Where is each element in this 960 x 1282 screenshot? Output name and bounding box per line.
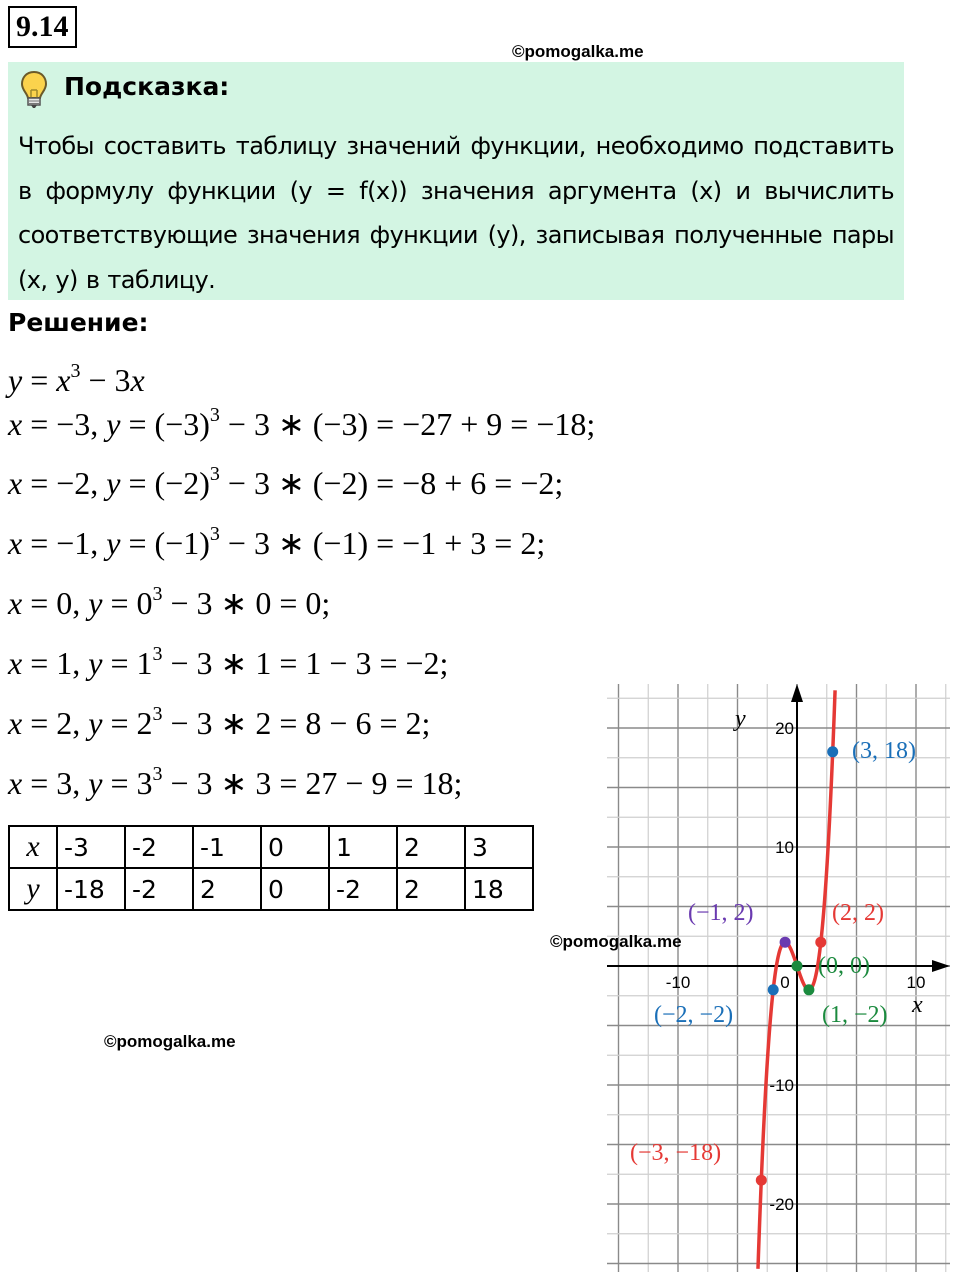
watermark-bottom: ©pomogalka.me	[104, 1032, 236, 1051]
grid	[607, 684, 950, 1272]
data-point	[792, 961, 803, 972]
table-cell: -2	[329, 868, 397, 910]
data-point	[756, 1175, 767, 1186]
step-x-minus-3: x = −3, $y = (-3)^3 - 3$ ∗ (−3) = −27 + 9 = −18;	[8, 404, 596, 442]
point-label: (0, 0)	[818, 953, 870, 979]
solution-title: Решение:	[8, 308, 149, 337]
y-tick-label: -10	[769, 1076, 794, 1095]
y-tick-label: 20	[775, 719, 794, 738]
step-x-3: x = 3, $y = 3^3 - 3$ ∗ 3 = 27 − 9 = 18;	[8, 763, 463, 801]
x-axis-arrow-icon	[932, 960, 950, 972]
y-tick-label: 10	[775, 838, 794, 857]
watermark-top: ©pomogalka.me	[512, 42, 644, 61]
step-x-minus-1: x = −1, $y = (-1)^3 - 3$ ∗ (−1) = −1 + 3 = 2;	[8, 523, 546, 561]
table-cell: 0	[261, 826, 329, 868]
function-formula: $y = x^3 - 3x$	[8, 360, 145, 398]
y-axis-arrow-icon	[791, 684, 803, 702]
step-x-1: x = 1, $y = 1^3 - 3$ ∗ 1 = 1 − 3 = −2;	[8, 643, 449, 681]
data-point	[827, 746, 838, 757]
step-x-0: x = 0, $y = 0^3 - 3$ ∗ 0 = 0;	[8, 583, 331, 621]
table-cell: -1	[193, 826, 261, 868]
point-label: (−3, −18)	[630, 1140, 722, 1166]
watermark-graph: ©pomogalka.me	[550, 932, 682, 951]
problem-number: 9.14	[8, 6, 77, 48]
table-cell: -3	[57, 826, 125, 868]
table-cell: -2	[125, 826, 193, 868]
data-points	[630, 738, 916, 1186]
point-label: (3, 18)	[852, 738, 916, 764]
table-y-label: y	[9, 868, 57, 910]
point-label: (−1, 2)	[688, 900, 754, 926]
table-cell: 2	[397, 826, 465, 868]
step-x-minus-2: x = −2, $y = (-2)^3 - 3$ ∗ (−2) = −8 + 6 = −2;	[8, 463, 564, 501]
x-tick-label: 10	[906, 973, 926, 992]
x-tick-label: 0	[780, 973, 790, 992]
step-x-2: x = 2, $y = 2^3 - 3$ ∗ 2 = 8 − 6 = 2;	[8, 703, 431, 741]
point-label: (2, 2)	[832, 900, 884, 926]
table-x-label: x	[9, 826, 57, 868]
hint-title: Подсказка:	[64, 72, 230, 101]
table-cell: 2	[193, 868, 261, 910]
table-cell: -2	[125, 868, 193, 910]
data-point	[768, 984, 779, 995]
table-cell: 0	[261, 868, 329, 910]
table-cell: 18	[465, 868, 533, 910]
axes	[607, 684, 950, 1272]
data-point	[815, 937, 826, 948]
x-axis-label: x	[912, 992, 923, 1018]
table-cell: 3	[465, 826, 533, 868]
point-label: (1, −2)	[822, 1002, 888, 1028]
hint-text: Чтобы составить таблицу значений функции, необходимо подставить в формулу функции (y = f(x)) значения аргумента (x) и вычислить соответствующие значения функции (y), записывая полученные пары (x, y) в таблицу.	[18, 132, 894, 294]
table-cell: 1	[329, 826, 397, 868]
y-tick-label: -20	[769, 1195, 794, 1214]
table-cell: -18	[57, 868, 125, 910]
table-cell: 2	[397, 868, 465, 910]
x-tick-label: -10	[665, 973, 691, 992]
point-label: (−2, −2)	[654, 1002, 734, 1028]
data-point	[803, 984, 814, 995]
y-axis-label: y	[735, 706, 746, 732]
data-point	[780, 937, 791, 948]
